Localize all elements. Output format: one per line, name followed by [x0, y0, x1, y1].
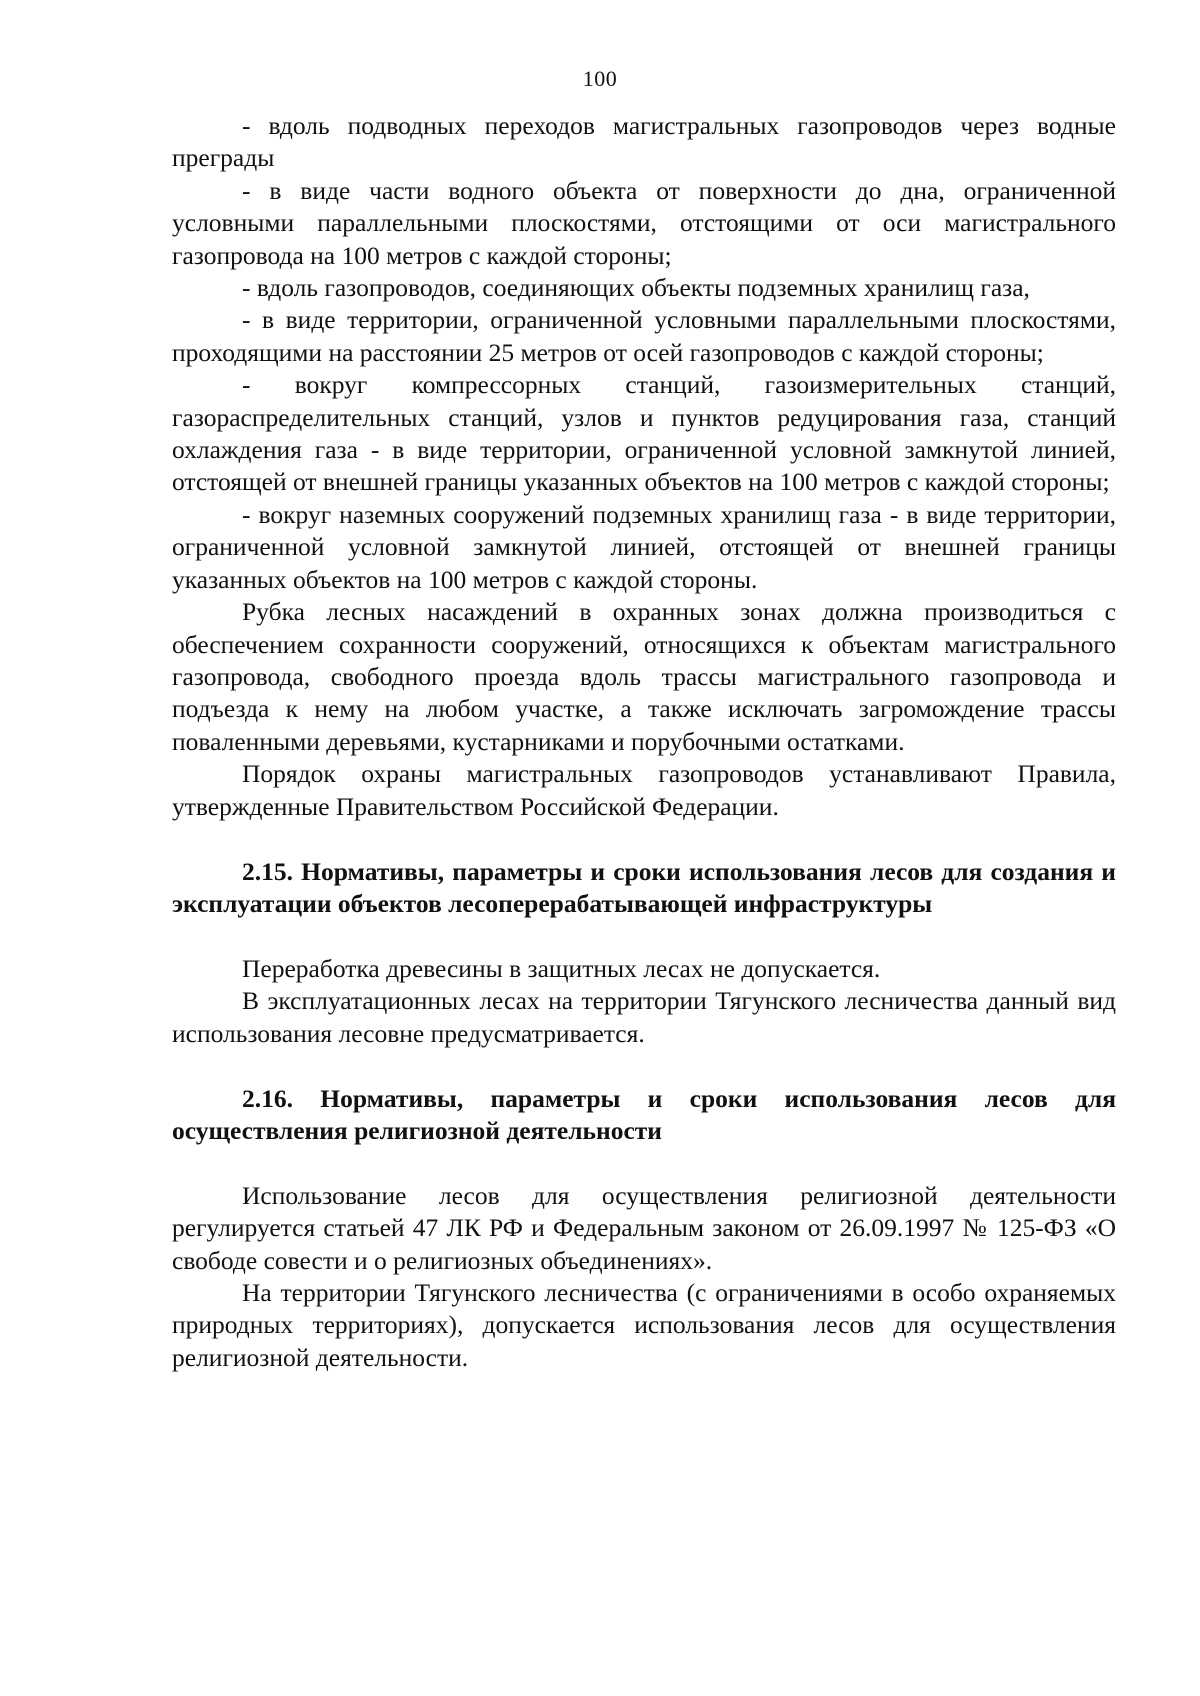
- paragraph-tree-felling: Рубка лесных насаждений в охранных зонах должна производиться с обеспечением сохранности сооружений, относящихся к объектам магистрального газопровода, свободного проезда вдоль трассы магистрального газопровода и подъезда к нему на любом участке, а также исключать загромождение трассы поваленными деревьями, кустарниками и порубочными остатками.: [172, 597, 1116, 756]
- paragraph-exploitation-forests: В эксплуатационных лесах на территории Тягунского лесничества данный вид использования лесовне предусматривается.: [172, 986, 1116, 1048]
- paragraph-religious-use-territory: На территории Тягунского лесничества (с ограничениями в особо охраняемых природных территориях), допускается использования лесов для осуществления религиозной деятельности.: [172, 1278, 1116, 1372]
- document-body: [172, 110, 1116, 1374]
- paragraph-underwater-crossings: - вдоль подводных переходов магистральных газопроводов через водные преграды: [172, 111, 1116, 173]
- paragraph-wood-processing: Переработка древесины в защитных лесах не допускается.: [242, 953, 881, 983]
- paragraph-protection-rules: Порядок охраны магистральных газопроводов устанавливают Правила, утвержденные Правительством Российской Федерации.: [172, 759, 1116, 821]
- page-number: 100: [582, 66, 618, 91]
- paragraph-storage-pipelines: - вдоль газопроводов, соединяющих объекты подземных хранилищ газа,: [242, 273, 1030, 303]
- paragraph-ground-structures: - вокруг наземных сооружений подземных хранилищ газа - в виде территории, ограниченной условной замкнутой линией, отстоящей от внешней границы указанных объектов на 100 метров с каждой стороны.: [172, 499, 1116, 594]
- paragraph-religious-use-law: Использование лесов для осуществления религиозной деятельности регулируется статьей 47 ЛК РФ и Федеральным законом от 26.09.1997 № 125-ФЗ «О свободе совести и о религиозных объединениях».: [172, 1180, 1116, 1275]
- section-heading-2-15: 2.15. Нормативы, параметры и сроки использования лесов для создания и эксплуатации объектов лесоперерабатывающей инфраструктуры: [172, 856, 1116, 919]
- paragraph-compressor-stations: - вокруг компрессорных станций, газоизмерительных станций, газораспределительных станций, узлов и пунктов редуцирования газа, станций охлаждения газа - в виде территории, ограниченной условной замкнутой линией, отстоящей от внешней границы указанных объектов на 100 метров с каждой стороны;: [172, 370, 1116, 497]
- section-heading-2-16: 2.16. Нормативы, параметры и сроки использования лесов для осуществления религиозной деятельности: [172, 1083, 1116, 1146]
- paragraph-water-object-zone: - в виде части водного объекта от поверхности до дна, ограниченной условными параллельными плоскостями, отстоящими от оси магистрального газопровода на 100 метров с каждой стороны;: [172, 175, 1116, 270]
- paragraph-territory-25m: - в виде территории, ограниченной условными параллельными плоскостями, проходящими на расстоянии 25 метров от осей газопроводов с каждой стороны;: [172, 305, 1116, 367]
